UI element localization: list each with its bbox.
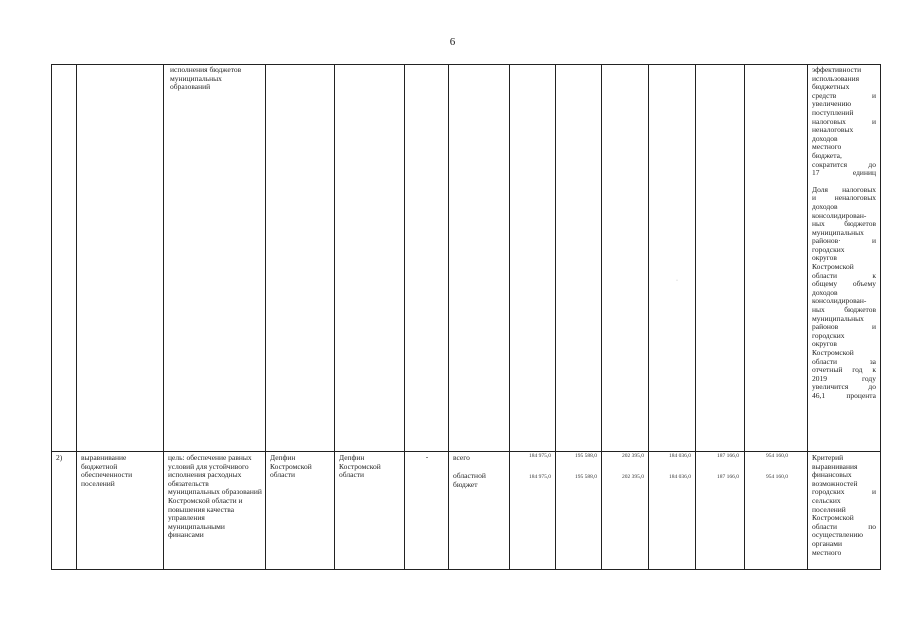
result-line: отчетный год к: [812, 365, 876, 375]
result-line: ных бюджетов: [812, 305, 876, 315]
result-line: поступлений: [812, 107, 854, 117]
column-divider: [404, 64, 405, 570]
column-divider: [265, 64, 266, 570]
source-regional: областной бюджет: [453, 471, 486, 489]
result-line: городских и: [812, 487, 876, 497]
column-divider: [555, 64, 556, 570]
result-line: неналоговых: [812, 125, 854, 135]
result-line: городских: [812, 330, 845, 340]
value-regional-2022: 202 395,0: [622, 474, 644, 480]
value-regional-sum: 954 160,0: [766, 474, 788, 480]
result-line: Доля налоговых: [812, 184, 876, 194]
result-line: доходов: [812, 133, 838, 143]
result-line: бюджета,: [812, 150, 842, 160]
result-line: муниципальных: [812, 313, 864, 323]
result-line: налоговых и: [812, 116, 876, 126]
result-line: Костромской: [812, 348, 854, 357]
goal-text: цель: обеспечение равных условий для устойчивого исполнения расходных обязательств муниципальных образований Костромской области и повышения качества управления муниципальными финансами: [168, 453, 262, 540]
value-regional-2020: 184 975,0: [529, 474, 551, 480]
value-regional-2024: 187 166,0: [717, 474, 739, 480]
result-line: ных бюджетов: [812, 219, 876, 229]
result-line: использования: [812, 73, 860, 83]
column-divider: [76, 64, 77, 570]
result-line: консолидирован-: [812, 210, 867, 220]
table-border-bottom: [51, 569, 881, 570]
value-total-sum: 954 160,0: [766, 453, 788, 459]
result-line: местного: [812, 547, 842, 557]
result-line: поселений: [812, 504, 846, 514]
column-divider: [601, 64, 602, 570]
result-line: сельских: [812, 495, 841, 505]
result-line: органами: [812, 538, 843, 548]
value-regional-2023: 184 036,0: [669, 474, 691, 480]
value-total-2021: 195 588,0: [575, 453, 597, 459]
value-total-2024: 187 166,0: [717, 453, 739, 459]
result-line: возможностей: [812, 478, 858, 488]
task-name: выравнивание бюджетной обеспеченности поселений: [81, 453, 133, 488]
result-line: области за: [812, 356, 876, 366]
column-divider: [163, 64, 164, 570]
column-divider: [744, 64, 745, 570]
column-divider: [807, 64, 808, 570]
value-total-2022: 202 395,0: [622, 453, 644, 459]
result-line: 46,1 процента: [812, 390, 876, 400]
source-total: всего: [453, 453, 470, 462]
result-line: районов и: [812, 322, 876, 332]
value-total-2020: 184 975,0: [529, 453, 551, 459]
column-divider: [448, 64, 449, 570]
dash-mark: -: [425, 452, 429, 461]
row-divider: [51, 451, 881, 452]
result-line: финансовых: [812, 470, 852, 480]
scan-speck: ·: [676, 278, 678, 284]
result-line: округов: [812, 339, 837, 349]
result-line: и неналоговых: [812, 193, 876, 203]
prev-row-result: [812, 66, 876, 401]
table-border-right: [880, 64, 881, 570]
value-total-2023: 184 036,0: [669, 453, 691, 459]
column-divider: [648, 64, 649, 570]
result-line: муниципальных: [812, 227, 864, 237]
result-line: общему объему: [812, 279, 876, 289]
result-line: Критерий: [812, 453, 844, 462]
result-line: бюджетных: [812, 82, 850, 92]
result-line: консолидирован-: [812, 296, 867, 306]
result-line: сократится до: [812, 159, 876, 169]
table-border-left: [51, 64, 52, 570]
result-line: 17 единиц: [812, 168, 876, 178]
result-line: местного: [812, 142, 842, 152]
result-line: области по: [812, 521, 876, 531]
prev-row-method: исполнения бюджетов муниципальных образований: [170, 65, 242, 92]
result-line: Костромской: [812, 262, 854, 272]
result-line: осуществлению: [812, 530, 863, 540]
result-line: увеличится до: [812, 382, 876, 392]
result-line: доходов: [812, 287, 838, 297]
value-regional-2021: 195 588,0: [575, 474, 597, 480]
result-line: выравнивания: [812, 461, 858, 471]
row2-result: [812, 454, 876, 557]
column-divider: [695, 64, 696, 570]
result-line: области к: [812, 270, 876, 280]
coexecutor: Депфин Костромской области: [339, 453, 381, 480]
column-divider: [509, 64, 510, 570]
page-number: 6: [449, 36, 456, 48]
result-line: средств и: [812, 90, 876, 100]
result-line: доходов: [812, 201, 838, 211]
result-line: 2019 году: [812, 373, 876, 383]
result-line: округов: [812, 253, 837, 263]
result-line: городских: [812, 244, 845, 254]
row-number: 2): [56, 453, 63, 462]
column-divider: [334, 64, 335, 570]
result-line: эффективности: [812, 65, 862, 74]
result-line: увеличению: [812, 99, 852, 109]
executor: Депфин Костромской области: [270, 453, 312, 480]
result-line: районов· и: [812, 236, 876, 246]
result-line: Костромской: [812, 513, 854, 523]
